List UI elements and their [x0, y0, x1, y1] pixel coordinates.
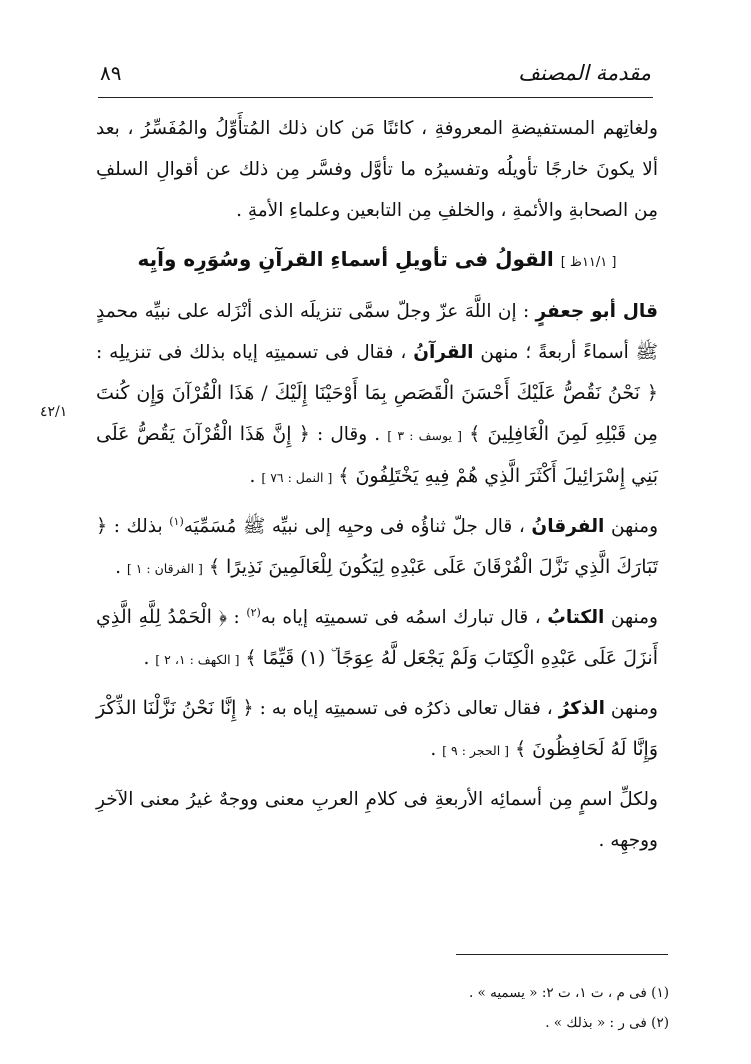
- bold-term: الكتابُ: [547, 607, 605, 628]
- quran-verse: ﴿ إِنَّ هَذَا الْقُرْآنَ يَقُصُّ عَلَى بَنِي إِسْرَائِيلَ أَكْثَرَ الَّذِي هُمْ فِيهِ يَخْتَلِفُونَ ﴾: [96, 423, 658, 487]
- verse-reference: [ النمل : ٧٦ ]: [261, 470, 333, 485]
- text-segment: ، قال جلّ ثناؤُه فى وحيِه إلى نبيِّه ﷺ مُسَمِّيَه: [183, 516, 525, 537]
- verse-reference: [ الحجر : ٩ ]: [442, 743, 510, 758]
- paragraph-dhikr-name: [96, 688, 658, 771]
- footnote-marker: (٢): [246, 605, 261, 619]
- text-segment: ومنهن: [610, 607, 658, 628]
- text-segment: :: [233, 607, 240, 628]
- text-segment: . وقال :: [317, 424, 381, 445]
- header-rule: [98, 97, 653, 98]
- text-segment: .: [249, 466, 256, 487]
- heading-title: القولُ فى تأويلِ أسماءِ القرآنِ وسُوَرِه وآيِه: [137, 247, 554, 271]
- paragraph-kitab-name: [96, 597, 658, 680]
- bold-term: القرآنُ: [413, 342, 474, 363]
- heading-manuscript-ref: [ ١١/١ظ ]: [560, 255, 617, 270]
- footnote-rule: [456, 954, 668, 955]
- text-segment: .: [430, 739, 437, 760]
- footnote-2: (٢) فى ر : « بذلك » .: [545, 1015, 669, 1031]
- text-segment: .: [143, 648, 150, 669]
- main-text: [96, 108, 658, 869]
- page-number: ٨٩: [100, 61, 122, 85]
- quran-verse: ﴿ إِنَّا نَحْنُ نَزَّلْنَا الذِّكْرَ وَإِنَّا لَهُ لَحَافِظُونَ ﴾: [96, 697, 658, 760]
- text-segment: .: [115, 557, 121, 578]
- section-heading: [96, 239, 658, 283]
- paragraph-closing: ولكلِّ اسمٍ مِن أسمائِه الأربعةِ فى كلامِ العربِ معنى ووجهٌ غيرُ معنى الآخرِ ووجهِه .: [96, 789, 658, 851]
- paragraph-furqan-name: [96, 506, 658, 589]
- text-segment: : إن اللَّهَ عزّ وجلّ سمَّى تنزيلَه الذى أنْزَله على نبيِّه محمدٍ ﷺ أسماءً أربعةً ؛ منهن: [96, 301, 658, 363]
- verse-reference: [ الكهف : ١، ٢ ]: [155, 652, 240, 667]
- bold-term: الفرقانُ: [531, 516, 605, 537]
- bold-term: الذكرُ: [558, 698, 605, 719]
- footnote-marker: (١): [169, 514, 184, 528]
- paragraph-quran-name: [96, 291, 658, 498]
- verse-reference: [ يوسف : ٣ ]: [387, 428, 463, 443]
- speaker-lead: قال أبو جعفرٍ: [535, 301, 658, 322]
- footnotes: [340, 978, 669, 1038]
- quran-verse: ﴿ الْحَمْدُ لِلَّهِ الَّذِي أَنزَلَ عَلَى عَبْدِهِ الْكِتَابَ وَلَمْ يَجْعَل لَّهُ عِوَجًا ۜ (١) قَيِّمًا ﴾: [96, 606, 658, 669]
- text-segment: بذلك :: [113, 516, 163, 537]
- margin-page-reference: ٤٢/١: [40, 404, 68, 420]
- text-segment: ، فقال فى تسميتِه إياه بذلك فى تنزيلِه :: [96, 342, 407, 363]
- text-segment: ومنهن: [610, 698, 658, 719]
- text-segment: ، قال تبارك اسمُه فى تسميتِه إياه به: [260, 607, 541, 628]
- page-header: [100, 56, 651, 90]
- quran-verse: ﴿ تَبَارَكَ الَّذِي نَزَّلَ الْفُرْقَانَ عَلَى عَبْدِهِ لِيَكُونَ لِلْعَالَمِينَ نَذِيرًا ﴾: [96, 515, 658, 578]
- running-head: مقدمة المصنف: [518, 61, 651, 85]
- footnote-1: (١) فى م ، ت ١، ت ٢: « يسميه » .: [468, 985, 669, 1001]
- text-segment: ومنهن: [610, 516, 659, 537]
- verse-reference: [ الفرقان : ١ ]: [126, 561, 203, 576]
- paragraph-intro: ولغاتِهم المستفيضةِ المعروفةِ ، كائنًا مَن كان ذلك المُتأَوِّلُ والمُفَسِّرُ ، بعد ألا يكونَ خارجًا تأويلُه وتفسيرُه ما تأوَّل وفسَّر مِن ذلك عن أقوالِ السلفِ مِن الصحابةِ والأئمةِ ، والخلفِ مِن التابعين وعلماءِ الأمةِ .: [96, 118, 658, 221]
- quran-verse: ﴿ نَحْنُ نَقُصُّ عَلَيْكَ أَحْسَنَ الْقَصَصِ بِمَا أَوْحَيْنَا إِلَيْكَ / هَذَا الْقُرْآنَ وَإِن كُنتَ مِن قَبْلِهِ لَمِنَ الْغَافِلِينَ ﴾: [96, 382, 658, 445]
- text-segment: ، فقال تعالى ذكرُه فى تسميتِه إياه به :: [259, 698, 553, 719]
